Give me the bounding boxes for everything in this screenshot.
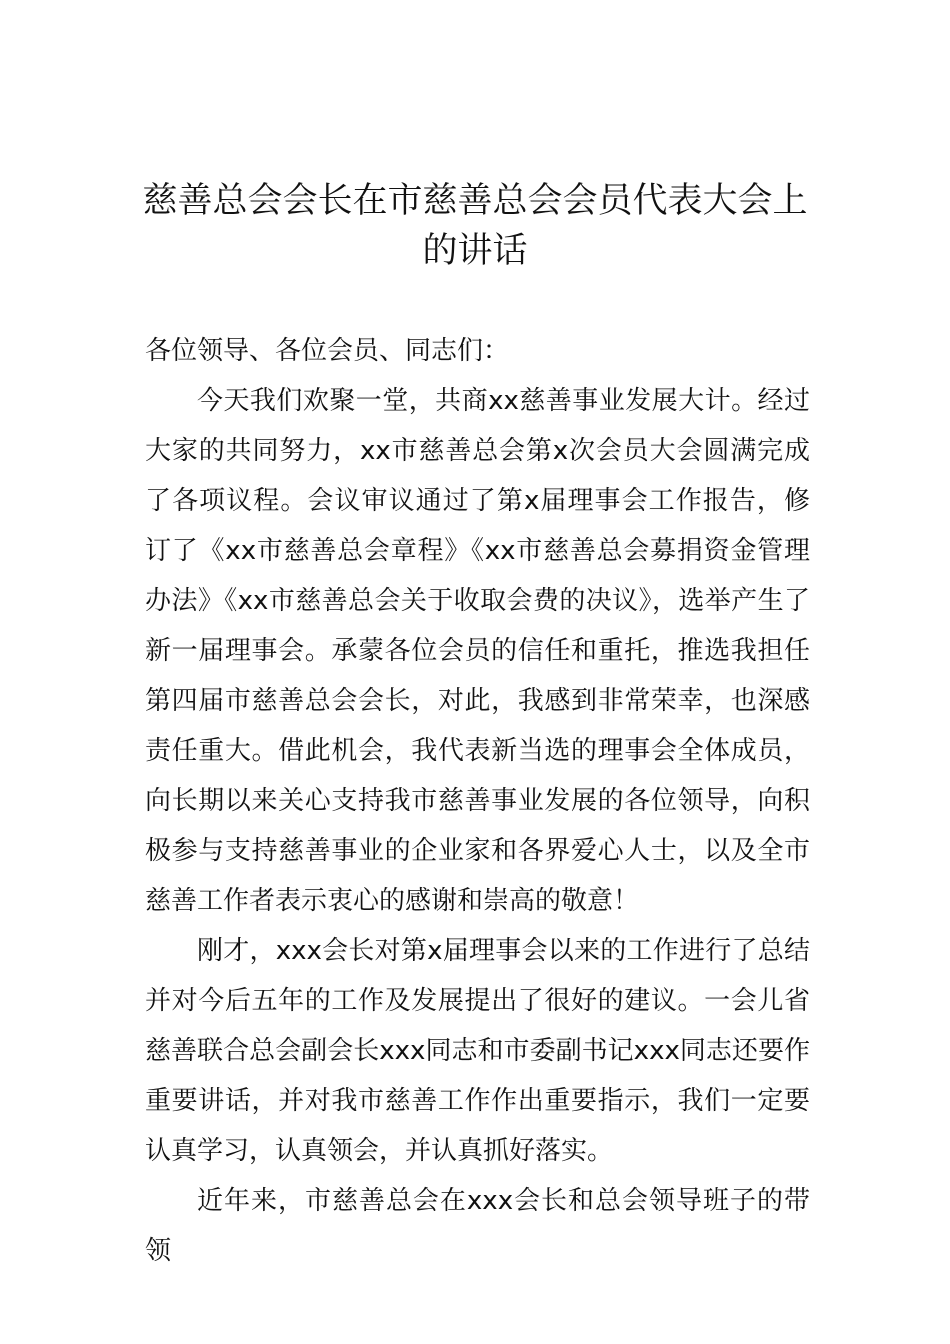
- salutation: 各位领导、各位会员、同志们：: [145, 336, 510, 366]
- paragraph-2: 刚才，xxx会长对第x届理事会以来的工作进行了总结并对今后五年的工作及发展提出了很好的建议。一会儿省慈善联合总会副会长xxx同志和市委副书记xxx同志还要作重要讲话，并对我市慈善工作作出重要指示，我们一定要认真学习，认真领会，并认真抓好落实。: [145, 936, 810, 1166]
- document-body: [145, 326, 810, 1276]
- paragraph-1: 今天我们欢聚一堂，共商xx慈善事业发展大计。经过大家的共同努力，xx市慈善总会第x次会员大会圆满完成了各项议程。会议审议通过了第x届理事会工作报告，修订了《xx市慈善总会章程》《xx市慈善总会募捐资金管理办法》《xx市慈善总会关于收取会费的决议》，选举产生了新一届理事会。承蒙各位会员的信任和重托，推选我担任第四届市慈善总会会长，对此，我感到非常荣幸，也深感责任重大。借此机会，我代表新当选的理事会全体成员，向长期以来关心支持我市慈善事业发展的各位领导，向积极参与支持慈善事业的企业家和各界爱心人士，以及全市慈善工作者表示衷心的感谢和崇高的敬意！: [145, 386, 810, 916]
- document-title: 慈善总会会长在市慈善总会会员代表大会上的讲话: [142, 181, 808, 271]
- paragraph-3: 近年来，市慈善总会在xxx会长和总会领导班子的带领: [145, 1186, 810, 1266]
